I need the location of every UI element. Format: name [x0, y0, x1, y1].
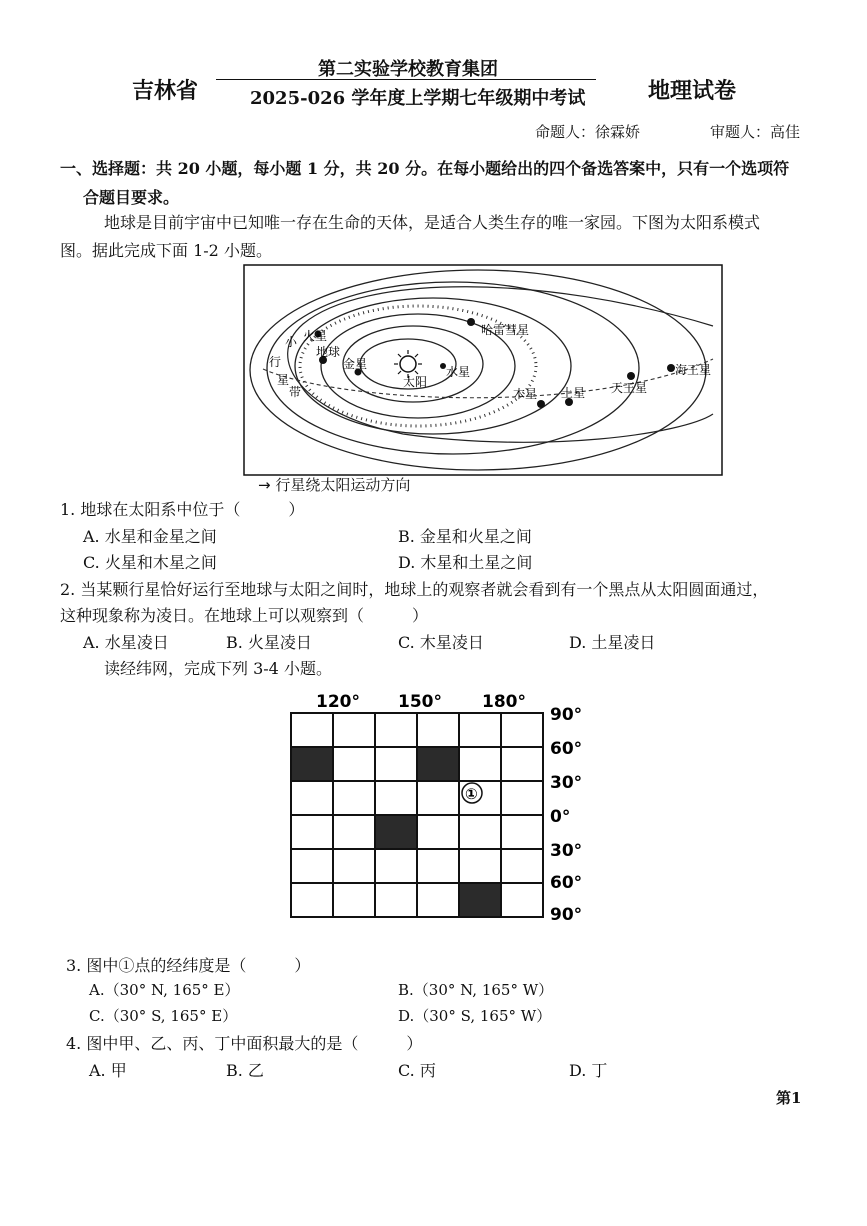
q2-option-b[interactable]: B. 火星凌日 — [226, 633, 312, 652]
grid-lines — [291, 713, 543, 917]
reviewer-label: 审题人：高佳 — [710, 123, 801, 141]
q2-option-d[interactable]: D. 土星凌日 — [569, 633, 656, 652]
subject-title: 地理试卷 — [648, 78, 737, 104]
q4-option-a[interactable]: A. 甲 — [89, 1061, 127, 1080]
neptune-dot — [667, 364, 675, 372]
lon-label-150: 150° — [398, 692, 442, 712]
label-mercury: 水星 — [446, 365, 471, 379]
lat-label-60s: 60° — [550, 873, 583, 893]
q4-option-c[interactable]: C. 丙 — [398, 1061, 436, 1080]
label-belt-4: 带 — [289, 385, 302, 399]
q2-option-a[interactable]: A. 水星凌日 — [83, 633, 169, 652]
shaded-cell-3 — [375, 814, 417, 848]
intro1-line1: 地球是目前宇宙中已知唯一存在生命的天体，是适合人类生存的唯一家园。下图为太阳系模式 — [104, 213, 761, 232]
label-venus: 金星 — [343, 357, 368, 371]
label-mars: 火星 — [303, 329, 328, 343]
q1-option-d[interactable]: D. 木星和土星之间 — [398, 553, 533, 572]
jupiter-dot — [537, 400, 545, 408]
q2-stem-line1: 2. 当某颗行星恰好运行至地球与太阳之间时，地球上的观察者就会看到有一个黑点从太阳圆面通过， — [60, 580, 769, 599]
province-title: 吉林省 — [132, 78, 199, 104]
q1-stem: 1. 地球在太阳系中位于（ ） — [60, 500, 305, 519]
q4-option-b[interactable]: B. 乙 — [226, 1061, 264, 1080]
diagram-frame — [244, 265, 722, 475]
solar-system-diagram — [243, 264, 723, 478]
label-belt-3: 星 — [277, 373, 290, 387]
lat-label-60n: 60° — [550, 739, 583, 759]
figure1-caption: → 行星绕太阳运动方向 — [258, 476, 411, 494]
q1-option-b[interactable]: B. 金星和火星之间 — [398, 527, 532, 546]
q3-stem: 3. 图中①点的经纬度是（ ） — [66, 956, 311, 975]
q2-option-c[interactable]: C. 木星凌日 — [398, 633, 484, 652]
label-belt-2: 行 — [269, 355, 282, 369]
q3-option-b[interactable]: B.（30° N, 165° W） — [398, 981, 554, 999]
q4-stem: 4. 图中甲、乙、丙、丁中面积最大的是（ ） — [66, 1034, 423, 1053]
header-rule — [216, 79, 596, 80]
page-number: 第1 — [776, 1089, 802, 1107]
author-label: 命题人：徐霖娇 — [535, 123, 641, 141]
q3-option-a[interactable]: A.（30° N, 165° E） — [89, 981, 240, 999]
q3-option-c[interactable]: C.（30° S, 165° E） — [89, 1007, 238, 1025]
shaded-cells — [291, 746, 501, 917]
lat-label-90s: 90° — [550, 905, 583, 922]
label-belt-1: 小 — [285, 335, 298, 349]
q2-stem-line2: 这种现象称为凌日。在地球上可以观察到（ ） — [60, 606, 429, 625]
section-instruction-line1: 一、选择题：共 20 小题，每小题 1 分，共 20 分。在每小题给出的四个备选答案中，只有一个选项符 — [60, 159, 790, 178]
q4-option-d[interactable]: D. 丁 — [569, 1061, 608, 1080]
point-1-label: ① — [465, 785, 478, 803]
label-comet: 哈雷彗星 — [481, 323, 530, 337]
label-uranus: 天王星 — [611, 381, 648, 395]
intro2: 读经纬网，完成下列 3-4 小题。 — [104, 659, 332, 678]
q1-option-a[interactable]: A. 水星和金星之间 — [83, 527, 217, 546]
lat-label-30s: 30° — [550, 841, 583, 861]
lon-label-180: 180° — [482, 692, 526, 712]
lat-label-90n: 90° — [550, 705, 583, 725]
label-neptune: 海王星 — [675, 363, 712, 377]
shaded-cell-2 — [416, 746, 458, 780]
label-earth: 地球 — [316, 345, 341, 359]
label-sun: 太阳 — [403, 375, 428, 389]
uranus-dot — [627, 372, 635, 380]
q3-option-d[interactable]: D.（30° S, 165° W） — [398, 1007, 552, 1025]
lat-label-0: 0° — [550, 807, 571, 827]
lat-label-30n: 30° — [550, 773, 583, 793]
section-instruction-line2: 合题目要求。 — [83, 188, 180, 207]
shaded-cell-1 — [291, 746, 333, 780]
label-saturn: 土星 — [561, 386, 586, 400]
exam-title: 2025-026 学年度上学期七年级期中考试 — [250, 88, 586, 109]
comet-dot — [467, 318, 475, 326]
point-1-marker — [462, 783, 482, 803]
latitude-labels — [550, 705, 582, 922]
longitude-labels — [316, 692, 526, 712]
label-jupiter: 木星 — [513, 387, 538, 401]
graticule-grid — [288, 690, 588, 922]
school-name: 第二实验学校教育集团 — [318, 59, 498, 80]
lon-label-120: 120° — [316, 692, 360, 712]
q1-option-c[interactable]: C. 火星和木星之间 — [83, 553, 217, 572]
shaded-cell-4 — [459, 883, 501, 917]
intro1-line2: 图。据此完成下面 1-2 小题。 — [60, 241, 272, 260]
